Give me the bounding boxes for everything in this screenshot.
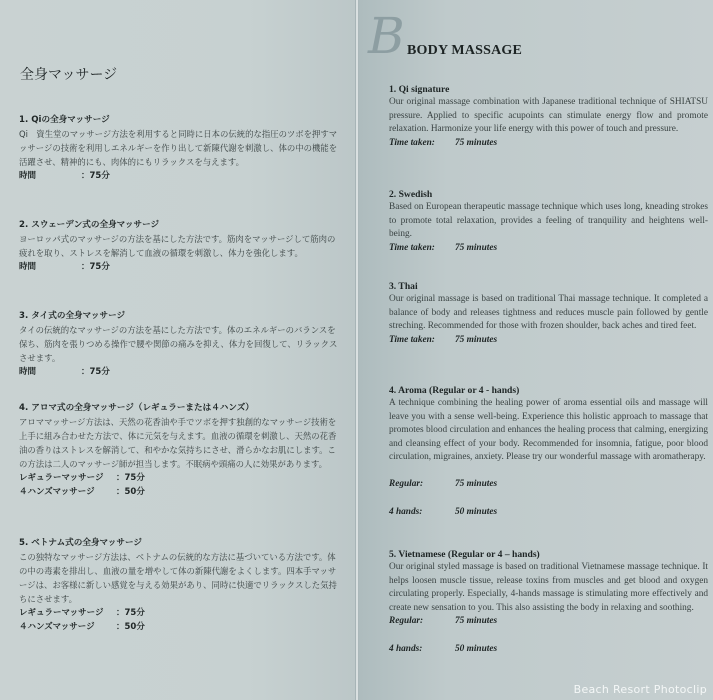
- jp-duration-label: ４ハンズマッサージ: [19, 622, 95, 632]
- jp-section-body: アロママッサージ方法は、天然の花香油や手でツボを押す独創的なマッサージ技術を上手に組み合わせた方法で、体に元気を与えます。血液の循環を刺激し、天然の花香油の香りはストレスを解消して、和やかな気持ちにさせ、滑らかなお肌にします。この方法は二人のマッサージ師が担当します。不眠病や頭痛の人に効果があります。: [19, 417, 337, 469]
- en-section-body: Our original massage combination with Japanese traditional technique of SHIATSU pressure. Applied to specific acupoints can stimulate energy flow and promote relaxation. Harmonize your life energy with this power of touch and pressure.: [389, 97, 708, 135]
- jp-section-body: この独特なマッサージ方法は、ベトナムの伝統的な方法に基づいている方法です。体の中の毒素を排出し、血液の量を増やして体の新陳代謝をよくします。四本手マッサージは、お客様に新しい感覚を与える効果があり、同時に快適でリラックスした気持ちにさせます。: [19, 552, 337, 604]
- en-duration: [389, 242, 708, 255]
- jp-duration-value: ：50分: [116, 622, 145, 632]
- jp-section-qi: [19, 113, 339, 183]
- en-duration-value: 50 minutes: [455, 506, 498, 517]
- jp-section-heading: 2. スウェーデン式の全身マッサージ: [19, 220, 160, 230]
- jp-duration: [19, 365, 339, 379]
- en-duration-label: Regular:: [389, 616, 424, 627]
- photo-watermark: Beach Resort Photoclip: [573, 683, 707, 696]
- en-duration-label: 4 hands:: [389, 644, 423, 655]
- en-duration-value: 75 minutes: [455, 242, 498, 253]
- en-duration-label: 4 hands:: [389, 506, 423, 517]
- jp-section-body: タイの伝統的なマッサージの方法を基にした方法です。体のエネルギーのバランスを保ち、筋肉を張りつめる操作で腰や関節の痛みを抑え、体力を回復して、リラックスさせます。: [19, 325, 338, 363]
- jp-duration-label: 時間: [19, 262, 37, 272]
- en-section-thai: [389, 280, 708, 347]
- en-section-aroma: [389, 384, 708, 519]
- decorative-b-logo: B: [368, 7, 405, 65]
- en-duration-regular: [389, 615, 708, 628]
- en-section-heading: 3. Thai: [389, 281, 418, 292]
- en-page-title: BODY MASSAGE: [407, 43, 523, 58]
- en-duration: [389, 334, 708, 347]
- jp-section-body: ヨーロッパ式のマッサージの方法を基にした方法です。筋肉をマッサージして筋肉の疲れを取り、ストレスを解消して血液の循環を刺激し、体力を強化します。: [19, 234, 336, 258]
- jp-duration-4hands: [19, 485, 339, 499]
- jp-duration-value: ：50分: [116, 487, 145, 497]
- jp-duration-label: レギュラーマッサージ: [19, 608, 104, 618]
- jp-duration-regular: [19, 471, 339, 485]
- jp-section-heading: 5. ベトナム式の全身マッサージ: [19, 538, 143, 548]
- japanese-page: [0, 0, 355, 700]
- jp-duration-value: ：75分: [81, 262, 110, 272]
- en-duration-value: 75 minutes: [455, 334, 498, 345]
- en-duration-4hands: [389, 643, 708, 656]
- jp-section-aroma: [19, 401, 339, 499]
- en-duration-label: Time taken:: [389, 334, 435, 345]
- jp-duration-4hands: [19, 620, 339, 634]
- jp-duration-label: 時間: [19, 171, 37, 181]
- en-section-body: A technique combining the healing power of aroma essential oils and massage will leave you with a sense well-being. Experience this holistic approach to massage that promotes blood circulation and enhances the healing process that calming, energizing and cleansing effect of your body. Recommended for insomnia, fatigue, poor blood circulation, migraines, anxiety. Please try our wonderful massage with aromatherapy.: [389, 398, 708, 463]
- en-section-swedish: [389, 188, 708, 255]
- jp-section-swedish: [19, 218, 339, 274]
- jp-duration-label: ４ハンズマッサージ: [19, 487, 95, 497]
- jp-duration-value: ：75分: [116, 473, 145, 483]
- en-section-body: Based on European therapeutic massage technique which uses long, kneading strokes to promote total relaxation, provides a feeling of tranquility and heightens well-being.: [389, 202, 708, 240]
- jp-duration: [19, 260, 339, 274]
- jp-duration-label: 時間: [19, 367, 37, 377]
- en-duration: [389, 137, 708, 150]
- en-duration-label: Regular:: [389, 478, 424, 489]
- jp-section-body: Qi 資生堂のマッサージ方法を利用すると同時に日本の伝統的な指圧のツボを押すマッサージの技術を利用しエネルギーを作り出して新陳代謝を刺激し、体の中の機能を活躍させ、精神的にも、肉体的にもリラックスを与えます。: [19, 129, 338, 167]
- jp-page-title: 全身マッサージ: [20, 67, 118, 83]
- jp-duration-label: レギュラーマッサージ: [19, 473, 104, 483]
- en-section-body: Our original massage is based on traditional Thai massage technique. It completed a balance of body and releases tightness and reduces muscle pain followed by gentle streching. Recommended for those with frozen shoulder, back aches and tired feet.: [389, 294, 708, 332]
- en-section-qi: [389, 83, 708, 150]
- en-section-body: Our original styled massage is based on traditional Vietnamese massage technique. It helps loosen muscle tissue, release toxins from muscles and get blood and oxygen circulating properly. Especially, 4-hands massage is stimulating more effectively and create new sensation to you. This also assisting the body in relaxing and soothing.: [389, 562, 708, 613]
- en-duration-label: Time taken:: [389, 242, 435, 253]
- en-duration-4hands: [389, 506, 708, 519]
- en-duration-label: Time taken:: [389, 137, 435, 148]
- en-section-heading: 1. Qi signature: [389, 84, 450, 95]
- en-section-heading: 5. Vietnamese (Regular or 4 – hands): [389, 549, 540, 560]
- jp-duration: [19, 169, 339, 183]
- en-duration-value: 75 minutes: [455, 137, 498, 148]
- en-section-heading: 4. Aroma (Regular or 4 - hands): [389, 385, 520, 396]
- en-section-vietnamese: [389, 548, 708, 656]
- jp-duration-value: ：75分: [81, 367, 110, 377]
- jp-duration-value: ：75分: [81, 171, 110, 181]
- jp-section-heading: 3. タイ式の全身マッサージ: [19, 311, 126, 321]
- jp-section-vietnamese: [19, 536, 339, 634]
- en-duration-value: 75 minutes: [455, 616, 498, 627]
- en-duration-regular: [389, 478, 708, 491]
- en-duration-value: 75 minutes: [455, 478, 498, 489]
- jp-section-thai: [19, 309, 339, 379]
- jp-duration-regular: [19, 606, 339, 620]
- jp-duration-value: ：75分: [116, 608, 145, 618]
- en-section-heading: 2. Swedish: [389, 189, 433, 200]
- jp-section-heading: 4. アロマ式の全身マッサージ（レギュラーまたは４ハンズ）: [19, 403, 254, 413]
- en-duration-value: 50 minutes: [455, 644, 498, 655]
- jp-section-heading: 1. Qiの全身マッサージ: [19, 115, 110, 125]
